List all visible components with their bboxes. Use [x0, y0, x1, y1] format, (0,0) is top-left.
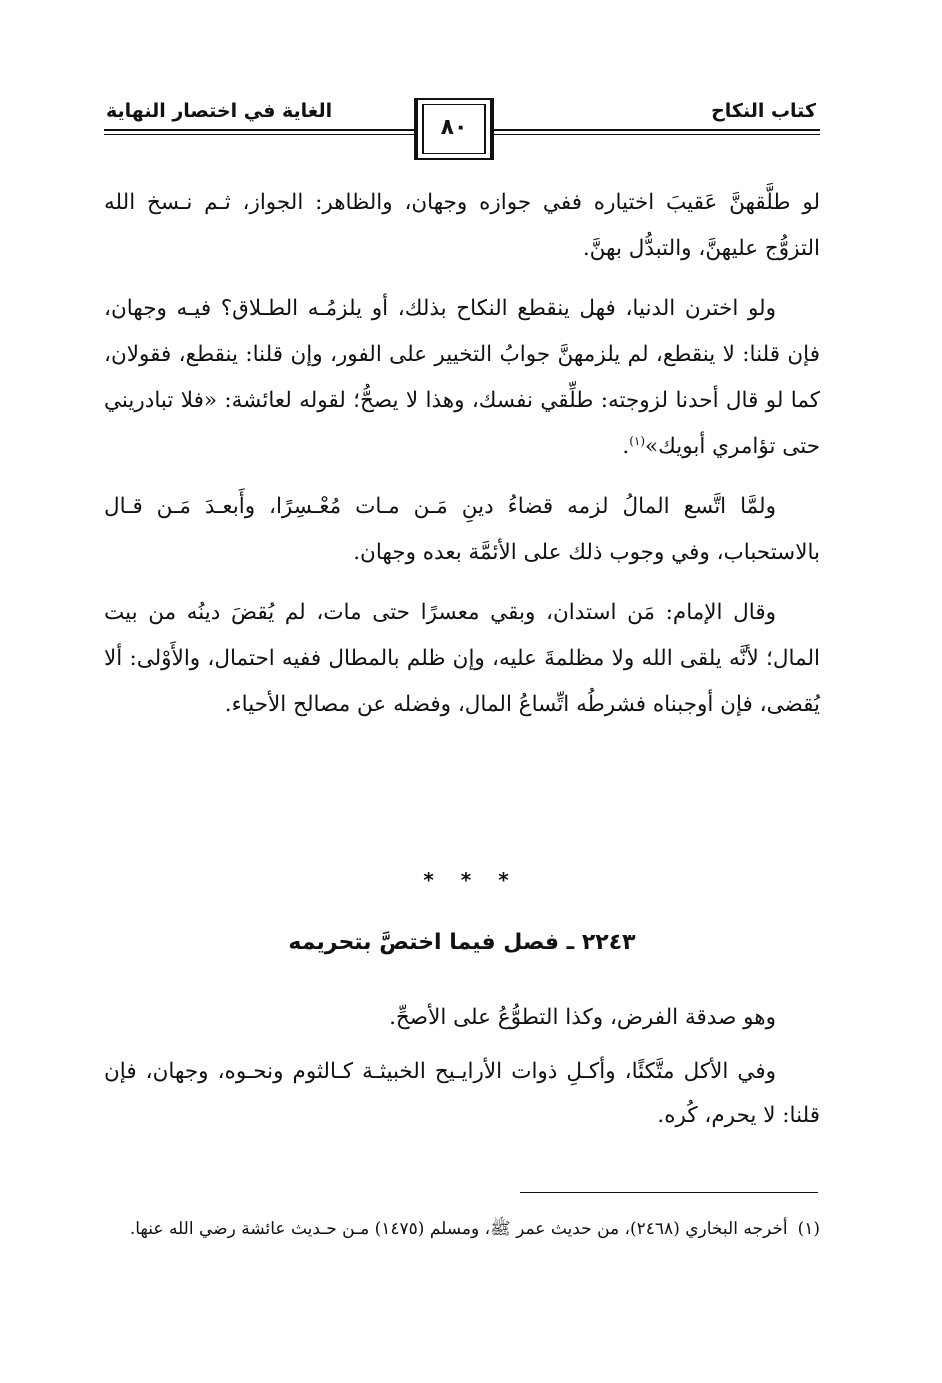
paragraph: ولمَّا اتَّسع المالُ لزمه قضاءُ دينِ مَـن مـات مُعْـسِرًا، وأَبعـدَ مَـن قـال بالاستحباب، وفي وجوب ذلك على الأئمَّة بعده وجهان.	[104, 494, 820, 565]
page-number-frame	[414, 98, 494, 160]
footnote-reference[interactable]: (١)	[629, 433, 646, 448]
paragraph: وهو صدقة الفرض، وكذا التطوُّعُ على الأصحِّ.	[389, 1005, 776, 1030]
section-heading: ٢٢٤٣ ـ فصل فيما اختصَّ بتحريمه	[288, 930, 636, 955]
paragraph-text: ولو اخترن الدنيا، فهل ينقطع النكاح بذلك، أو يلزمُـه الطـلاق؟ فيـه وجهان، فإن قلنا: لا ينقطع، لم يلزمهنَّ جوابُ التخيير على الفور، وإن قلنا: ينقطع، فقولان، كما لو قال أحدنا لزوجته: طلِّقي نفسك، وهذا لا يصحُّ؛ لقوله لعائشة: «فلا تبادريني حتى تؤامري أبويك»	[104, 296, 820, 459]
running-header-chapter: كتاب النكاح	[711, 100, 816, 122]
paragraph: وقال الإمام: مَن استدان، وبقي معسرًا حتى مات، لم يُقضَ دينُه من بيت المال؛ لأنَّه يلقى الله ولا مظلمةَ عليه، وإن ظلم بالمطال ففيه احتمال، والأَوْلى: ألا يُقضى، فإن أوجبناه فشرطُه اتِّساعُ المال، وفضله عن مصالح الأحياء.	[104, 600, 820, 717]
section-text	[104, 996, 820, 1148]
paragraph: وفي الأكل متَّكئًا، وأكـلِ ذوات الأرايـيح الخبيثـة كـالثوم ونحـوه، وجهان، فإن قلنا: لا يحرم، كُره.	[104, 1059, 820, 1128]
page-number: ٨٠	[440, 115, 468, 140]
running-header-book-title: الغاية في اختصار النهاية	[106, 100, 333, 122]
main-text	[104, 180, 820, 742]
footnote-text: أخرجه البخاري (٢٤٦٨)، من حديث عمر ﷺ، ومسلم (١٤٧٥) مـن حـديث عائشة رضي الله عنها.	[129, 1219, 788, 1239]
section-separator: * * *	[423, 868, 519, 892]
paragraph: لو طلَّقهنَّ عَقيبَ اختياره ففي جوازه وجهان، والظاهر: الجواز، ثـم نـسخ الله التزوُّج عليهنَّ، والتبدُّل بهنَّ.	[104, 190, 820, 261]
footnote	[104, 1208, 820, 1250]
footnote-marker: (١)	[797, 1219, 820, 1239]
paragraph: ولو اخترن الدنيا، فهل ينقطع النكاح بذلك، أو يلزمُـه الطـلاق؟ فيـه وجهان، فإن قلنا: لا ينقطع، لم يلزمهنَّ جوابُ التخيير على الفور، وإن قلنا: ينقطع، فقولان، كما لو قال أحدنا لزوجته: طلِّقي نفسك، وهذا لا يصحُّ؛ لقوله لعائشة: «فلا تبادريني حتى تؤامري أبويك»$^{(١)}$.	[104, 296, 820, 459]
footnote-rule	[520, 1192, 818, 1193]
